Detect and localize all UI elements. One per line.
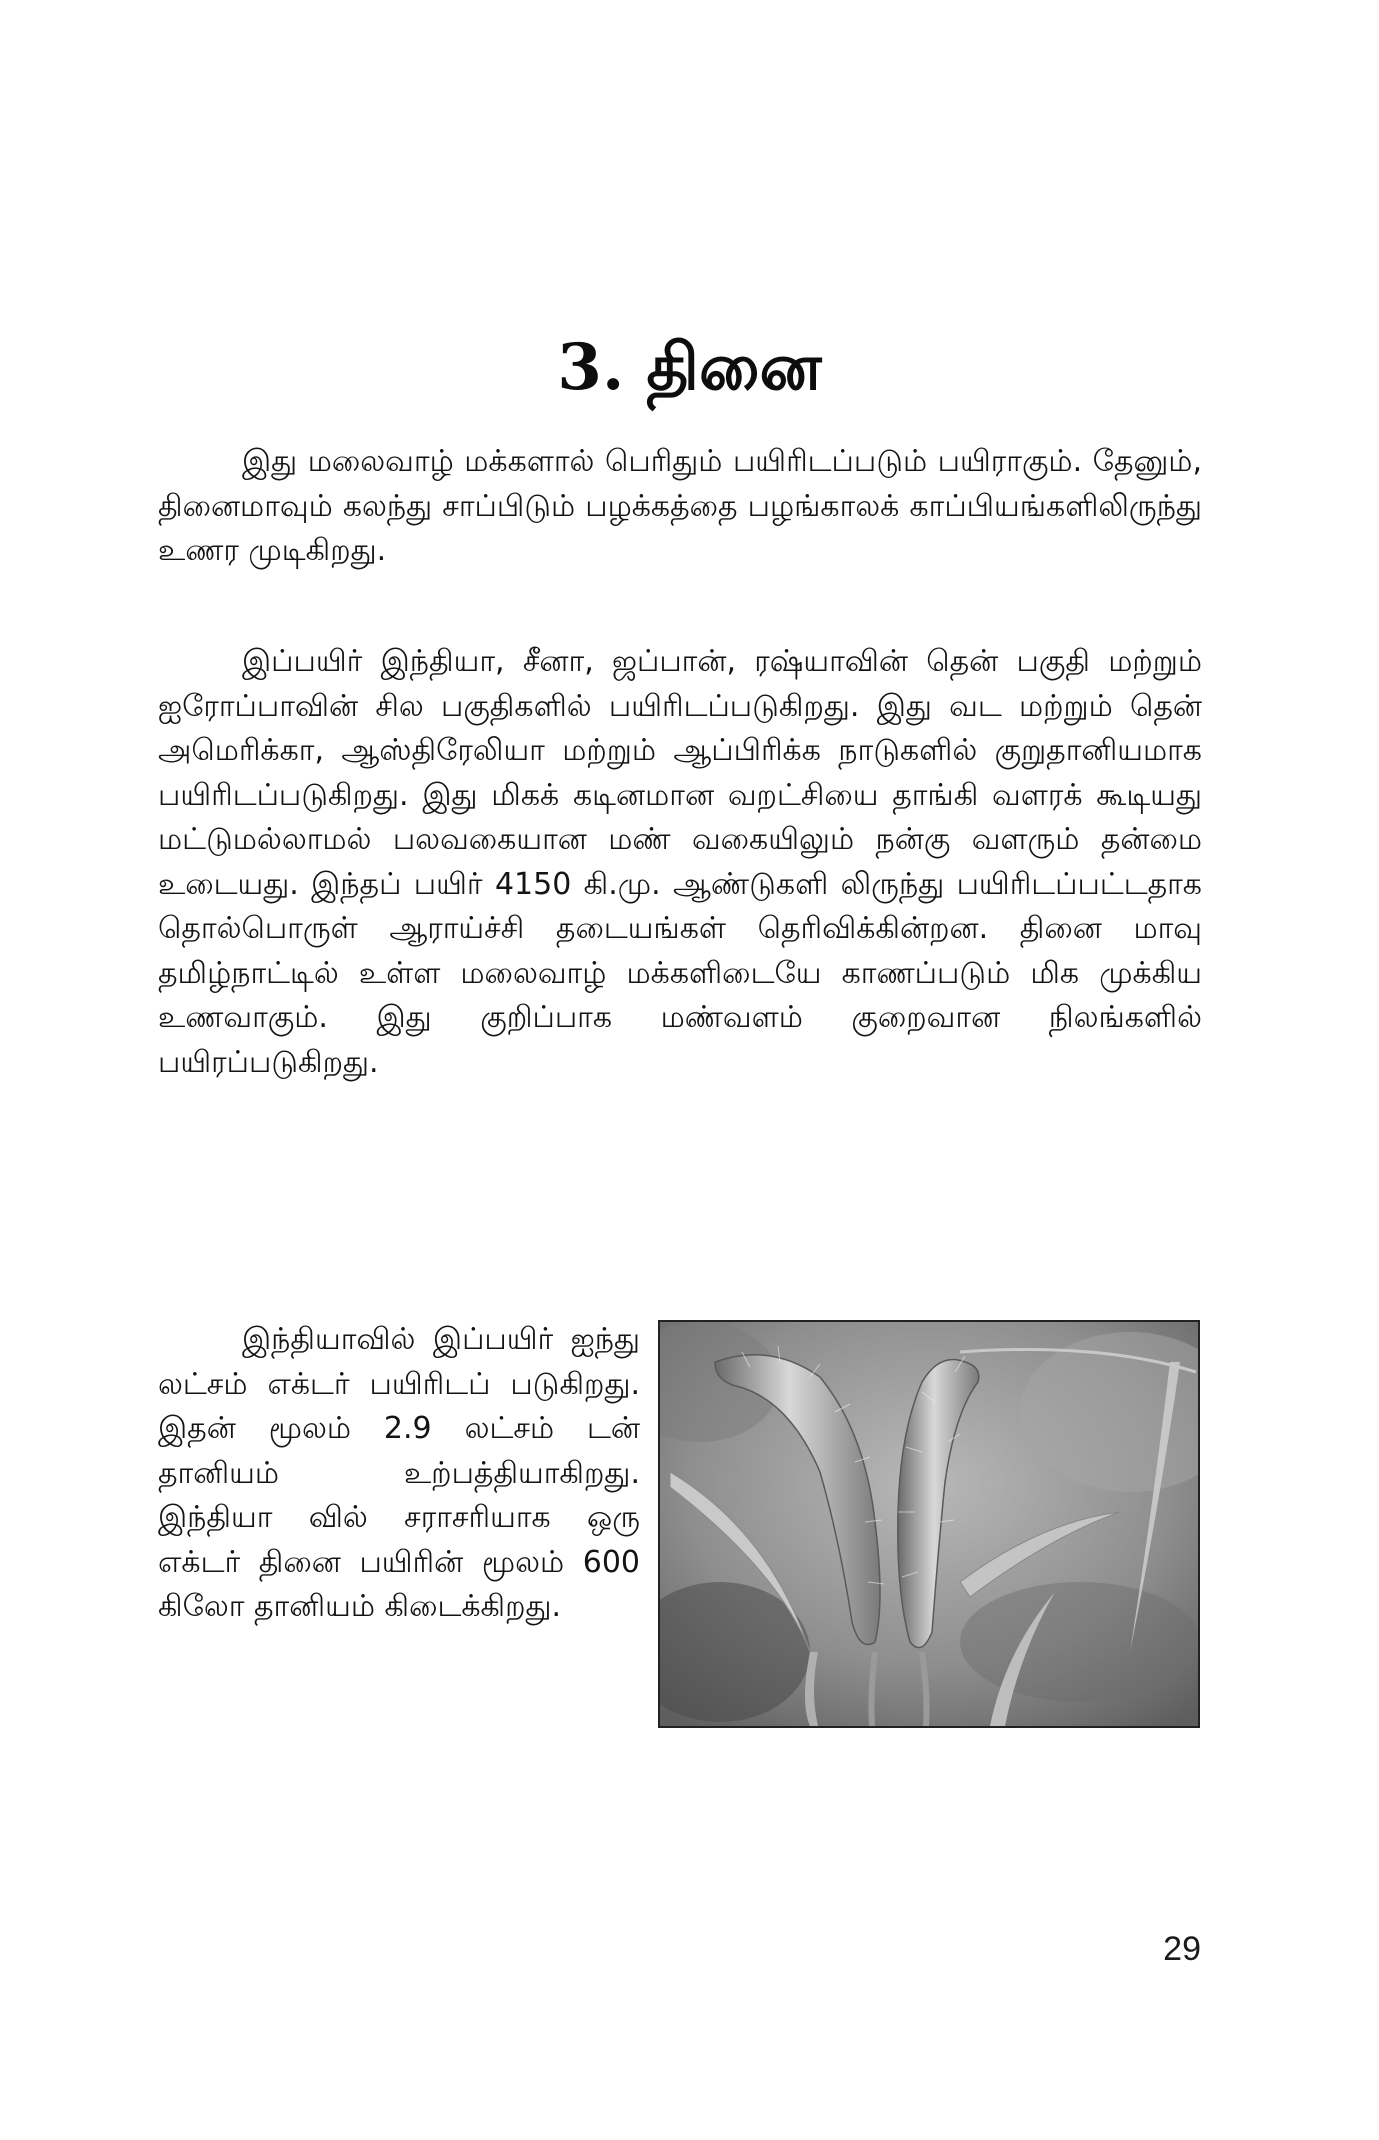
chapter-title: 3. தினை — [557, 329, 822, 405]
side-paragraph: இந்தியாவில் இப்பயிர் ஐந்து லட்சம் எக்டர் பயிரிடப் படுகிறது. இதன் மூலம் 2.9 லட்சம் டன் தானியம் உற்பத்தியாகிறது. இந்தியா வில் சராசரியாக ஒரு எக்டர் தினை பயிரின் மூலம் 600 கிலோ தானியம் கிடைக்கிறது. — [158, 1322, 640, 1624]
page-number: 29 — [1163, 1930, 1201, 1968]
paragraph-1: இது மலைவாழ் மக்களால் பெரிதும் பயிரிடப்படும் பயிராகும். தேனும், தினைமாவும் கலந்து சாப்பிடும் பழக்கத்தை பழங்காலக் காப்பியங்களிலிருந்து உணர முடிகிறது. — [158, 444, 1202, 568]
paragraph-2: இப்பயிர் இந்தியா, சீனா, ஜப்பான், ரஷ்யாவின் தென் பகுதி மற்றும் ஐரோப்பாவின் சில பகுதிகளில் பயிரிடப்படுகிறது. இது வட மற்றும் தென் அமெரிக்கா, ஆஸ்திரேலியா மற்றும் ஆப்பிரிக்க நாடுகளில் குறுதானியமாக பயிரிடப்படுகிறது. இது மிகக் கடினமான வறட்சியை தாங்கி வளரக் கூடியது மட்டுமல்லாமல் பலவகையான மண் வகையிலும் நன்கு வளரும் தன்மை உடையது. இந்தப் பயிர் 4150 கி.மு. ஆண்டுகளி லிருந்து பயிரிடப்பட்டதாக தொல்பொருள் ஆராய்ச்சி தடையங்கள் தெரிவிக்கின்றன. தினை மாவு தமிழ்நாட்டில் உள்ள மலைவாழ் மக்களிடையே காணப்படும் மிக முக்கிய உணவாகும். இது குறிப்பாக மண்வளம் குறைவான நிலங்களில் பயிரப்படுகிறது. — [158, 644, 1203, 1080]
millet-photo — [658, 1320, 1200, 1728]
millet-photo-illustration — [660, 1322, 1198, 1726]
